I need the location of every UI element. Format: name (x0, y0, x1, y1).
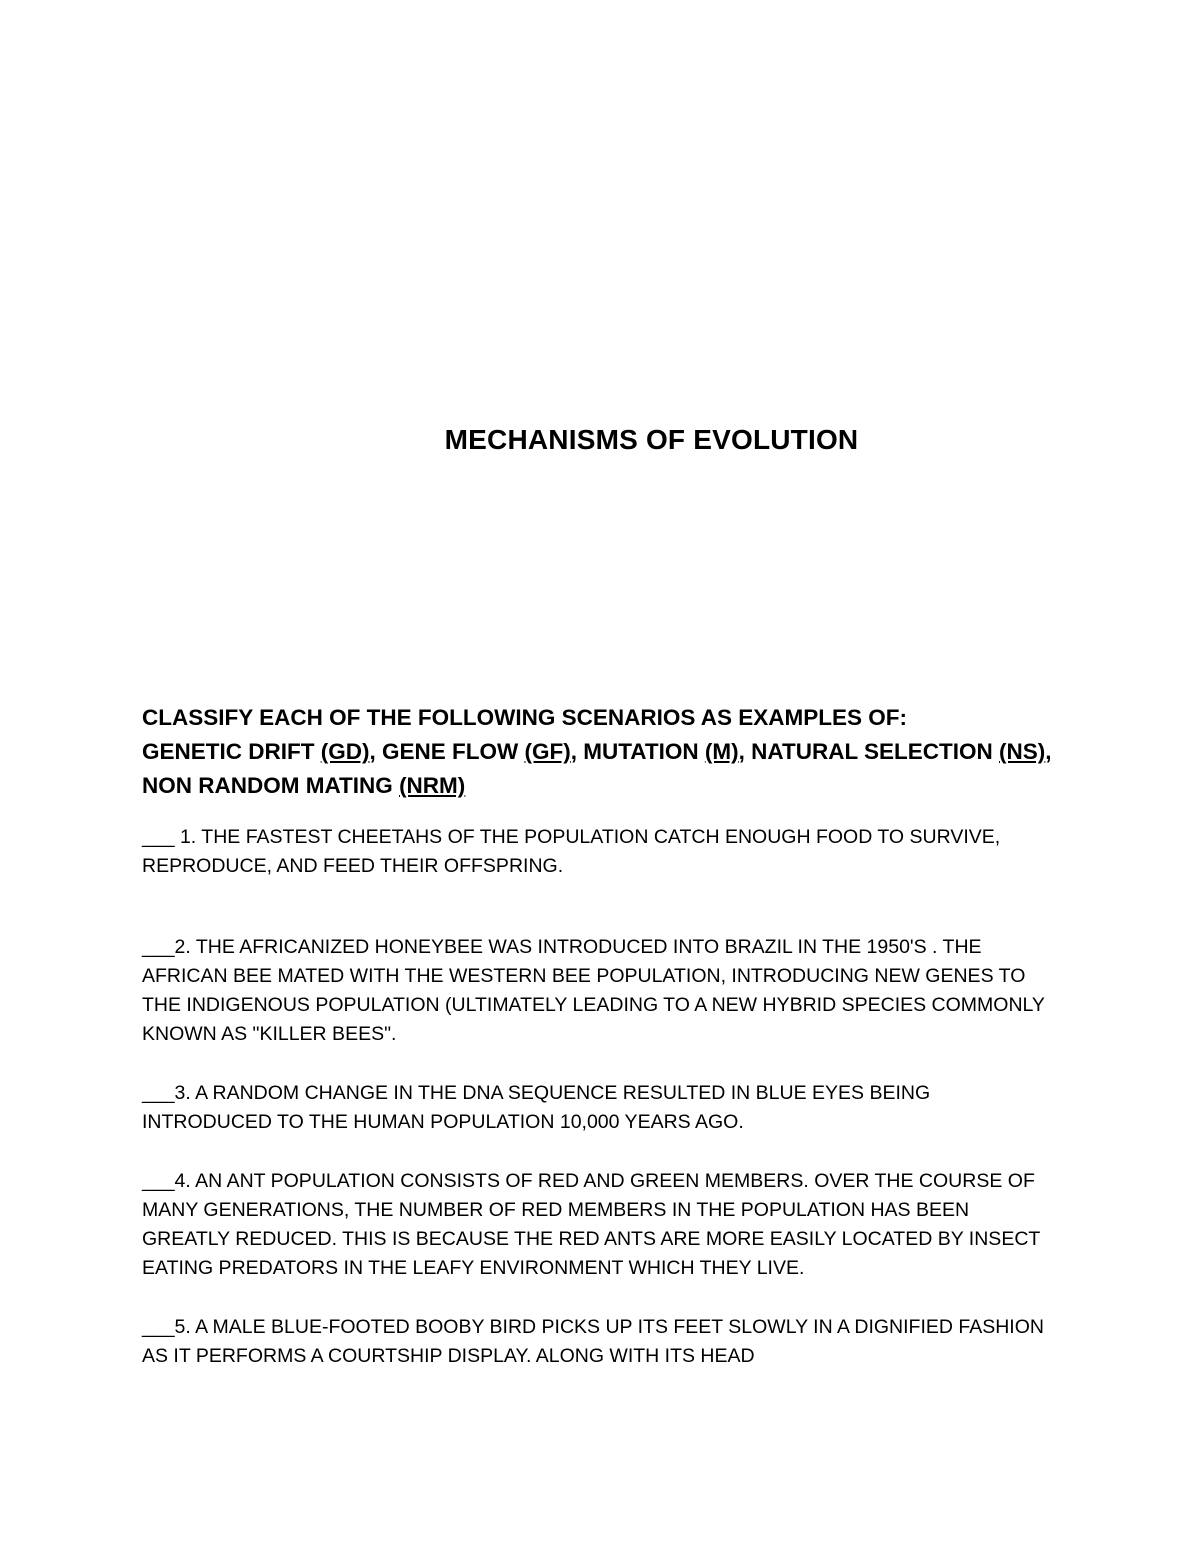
question-2: ___2. THE AFRICANIZED HONEYBEE WAS INTRODUCED INTO BRAZIL IN THE 1950'S . THE AFRICAN BEE MATED WITH THE WESTERN BEE POPULATION, INTRODUCING NEW GENES TO THE INDIGENOUS POPULATION (ULTIMATELY LEADING TO A NEW HYBRID SPECIES COMMONLY KNOWN AS "KILLER BEES". (142, 936, 1045, 1045)
instructions-text-gd: GENETIC DRIFT (142, 739, 321, 764)
code-m: (M) (704, 739, 739, 764)
instructions-text-m: , MUTATION (570, 739, 705, 764)
document-body (142, 701, 1062, 1371)
question-1: ___ 1. THE FASTEST CHEETAHS OF THE POPULATION CATCH ENOUGH FOOD TO SURVIVE, REPRODUCE, AND FEED THEIR OFFSPRING. (142, 826, 1001, 877)
instructions-line-1: CLASSIFY EACH OF THE FOLLOWING SCENARIOS AS EXAMPLES OF: (142, 705, 908, 730)
instructions (142, 701, 1062, 803)
code-gf: (GF) (524, 739, 571, 764)
instructions-text-nrm: , NON RANDOM MATING (142, 739, 1052, 798)
instructions-text-gf: , GENE FLOW (369, 739, 525, 764)
question-4: ___4. AN ANT POPULATION CONSISTS OF RED AND GREEN MEMBERS. OVER THE COURSE OF MANY GENERATIONS, THE NUMBER OF RED MEMBERS IN THE POPULATION HAS BEEN GREATLY REDUCED. THIS IS BECAUSE THE RED ANTS ARE MORE EASILY LOCATED BY INSECT EATING PREDATORS IN THE LEAFY ENVIRONMENT WHICH THEY LIVE. (142, 1170, 1040, 1279)
code-ns: (NS) (999, 739, 1046, 764)
question-3: ___3. A RANDOM CHANGE IN THE DNA SEQUENCE RESULTED IN BLUE EYES BEING INTRODUCED TO THE HUMAN POPULATION 10,000 YEARS AGO. (142, 1082, 931, 1133)
code-nrm: (NRM) (399, 773, 466, 798)
page-title: MECHANISMS OF EVOLUTION (444, 424, 859, 455)
code-gd: (GD) (320, 739, 370, 764)
instructions-text-ns: , NATURAL SELECTION (738, 739, 1000, 764)
question-5: ___5. A MALE BLUE-FOOTED BOOBY BIRD PICKS UP ITS FEET SLOWLY IN A DIGNIFIED FASHION AS IT PERFORMS A COURTSHIP DISPLAY. ALONG WITH ITS HEAD (142, 1316, 1044, 1367)
